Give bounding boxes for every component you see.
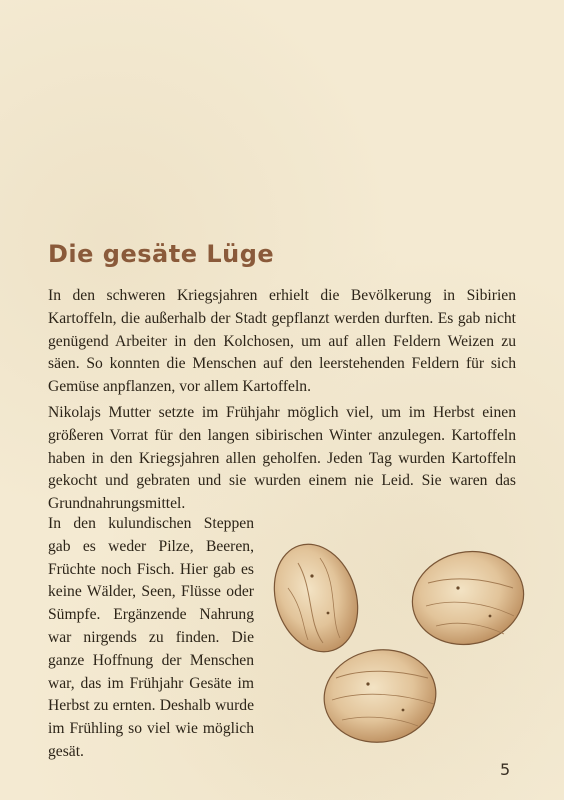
page-title: Die gesäte Lüge <box>48 240 275 268</box>
potatoes-illustration <box>268 528 530 748</box>
potato-bottom-icon <box>318 643 442 748</box>
potato-left-icon <box>268 533 371 662</box>
page-number: 5 <box>500 760 511 779</box>
potato-right-icon <box>404 541 530 654</box>
paragraph-3: In den kulundischen Steppen gab es weder Pilze, Beeren, Früchte noch Fisch. Hier gab es keine Wälder, Seen, Flüsse oder Sümpfe. Ergänzende Nahrung war nirgends zu finden. Die ganze Hoffnung der Menschen war, das im Frühjahr Gesäte im Herbst zu ernten. Deshalb wurde im Frühling so viel wie möglich gesät. <box>48 515 254 760</box>
paragraph-2: Nikolajs Mutter setzte im Frühjahr möglich viel, um im Herbst einen größeren Vorrat für den langen sibirischen Winter anzulegen. Kartoffeln haben in den Kriegsjahren allen geholfen. Jeden Tag wurden Kartoffeln gekocht und gebraten und sie wurden einem nie Leid. Sie waren das Grundnahrungsmittel. <box>48 404 516 513</box>
paragraph-1: In den schweren Kriegsjahren erhielt die Bevölkerung in Sibirien Kartoffeln, die außerhalb der Stadt gepflanzt werden durften. Es gab nicht genügend Arbeiter in den Kolchosen, um auf allen Feldern Weizen zu säen. So konnten die Menschen auf den leerstehenden Feldern für sich Gemüse anpflanzen, vor allem Kartoffeln. <box>48 287 516 396</box>
